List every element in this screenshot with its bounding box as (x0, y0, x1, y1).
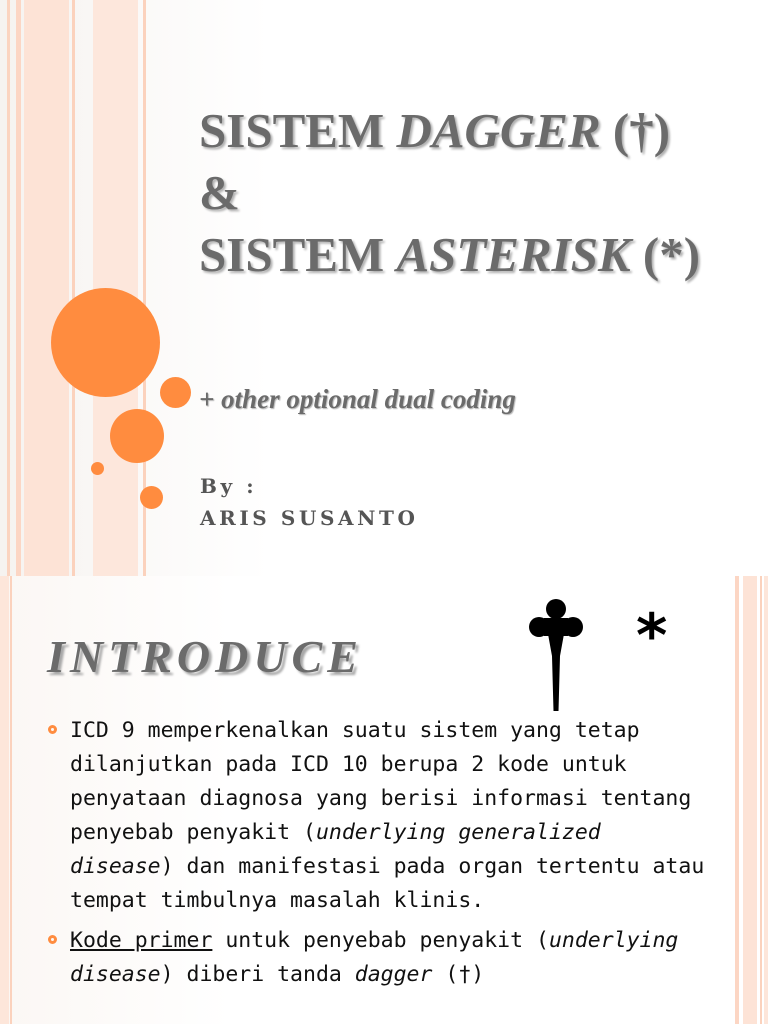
title-line-1: SISTEM DAGGER (†) (199, 103, 671, 158)
bullet-ring-icon (48, 935, 57, 944)
decorative-stripe (16, 0, 21, 576)
bullet-ring-icon (48, 725, 57, 734)
decorative-circle (110, 409, 164, 463)
decorative-stripe (0, 576, 9, 1024)
decorative-circle-large (51, 288, 160, 397)
decorative-stripe (7, 0, 10, 576)
decorative-stripe (760, 576, 762, 1024)
decorative-stripe (24, 0, 69, 576)
dagger-icon (526, 596, 586, 716)
author-name: ARIS SUSANTO (200, 506, 419, 530)
bullet-list (46, 714, 706, 998)
decorative-stripe (743, 576, 757, 1024)
slide-subtitle: + other optional dual coding (199, 384, 516, 414)
bullet-text: Kode primer untuk penyebab penyakit (underlying disease) diberi tanda dagger (†) (70, 928, 679, 987)
decorative-circle (91, 462, 104, 475)
slide-heading: INTRODUCE (47, 631, 363, 682)
decorative-stripe (10, 576, 12, 1024)
author-block (200, 470, 419, 534)
decorative-stripe (764, 576, 768, 1024)
decorative-stripe (735, 576, 739, 1024)
bullet-text: ICD 9 memperkenalkan suatu sistem yang tetap dilanjutkan pada ICD 10 berupa 2 kode untuk penyataan diagnosa yang berisi informasi tentang penyebab penyakit (underlying generalized disease) dan manifestasi pada organ tertentu atau tempat timbulnya masalah klinis. (70, 718, 705, 913)
title-line-3: SISTEM ASTERISK (*) (199, 227, 701, 282)
list-item (46, 714, 706, 918)
decorative-circle (140, 486, 163, 509)
list-item (46, 924, 706, 992)
decorative-circle (160, 377, 191, 408)
slide-title (199, 100, 700, 286)
title-line-2: & (199, 165, 240, 220)
decorative-stripe (72, 0, 75, 576)
asterisk-icon: * (636, 601, 668, 671)
by-label: By : (200, 474, 258, 498)
